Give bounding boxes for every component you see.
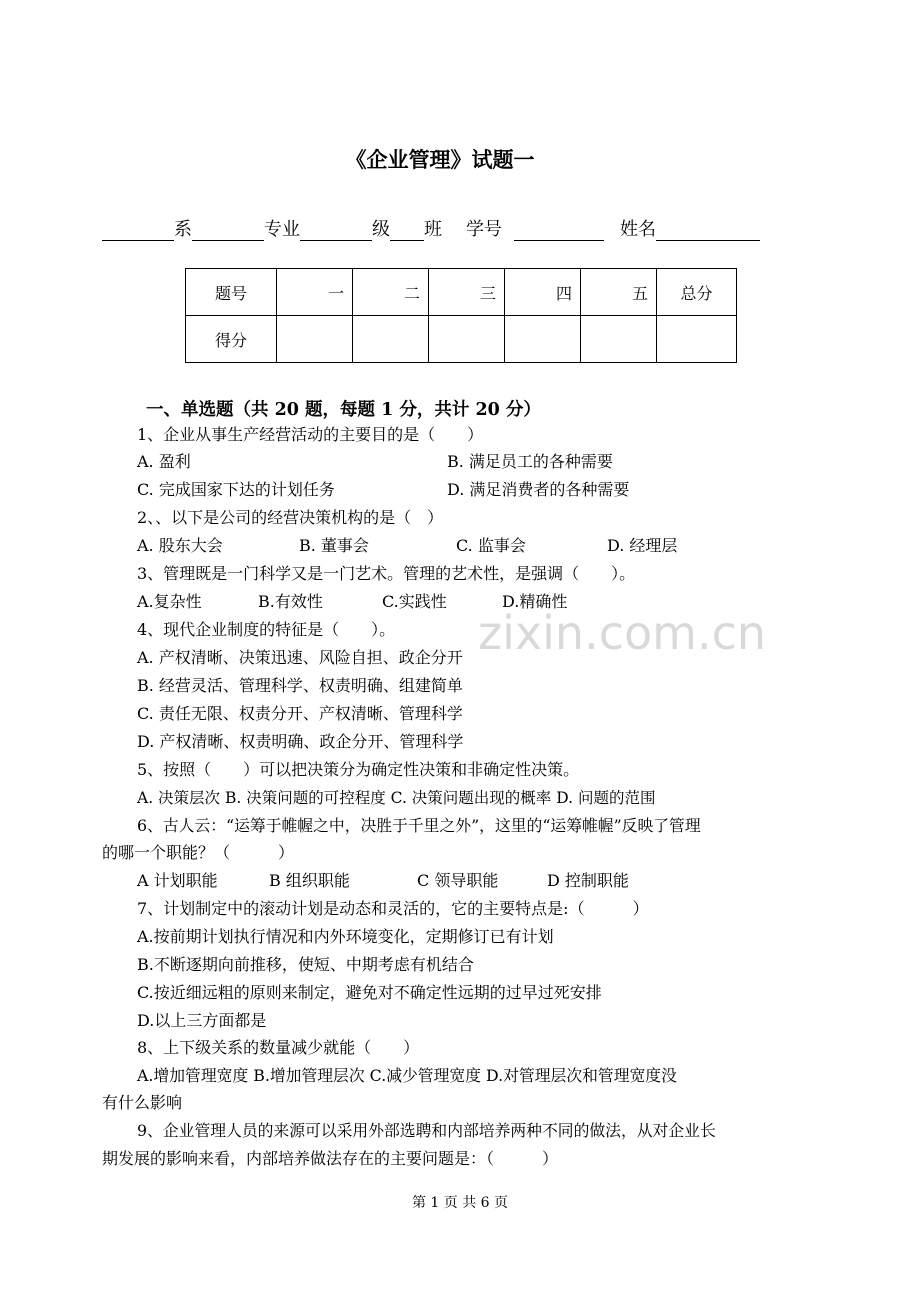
major-blank[interactable] <box>192 220 264 241</box>
q3-option-a: A.复杂性 <box>137 592 202 611</box>
q4-option-c: C. 责任无限、权责分开、产权清晰、管理科学 <box>137 704 463 723</box>
q1-option-d: D. 满足消费者的各种需要 <box>447 480 630 499</box>
question-6-stem-line1: 6、古人云：“运筹于帷幄之中，决胜于千里之外”，这里的“运筹帷幄”反映了管理 <box>137 816 701 835</box>
question-2-stem: 2、、以下是公司的经营决策机构的是（ ） <box>137 508 444 527</box>
student-info-line <box>102 215 760 241</box>
name-label: 姓名 <box>620 219 656 240</box>
class-blank[interactable] <box>390 220 424 241</box>
q6-option-c: C 领导职能 <box>417 871 499 890</box>
grade-label: 级 <box>372 219 390 240</box>
col-header-label: 题号 <box>186 269 277 316</box>
q6-option-b: B 组织职能 <box>269 871 350 890</box>
col-header-2: 二 <box>353 269 429 316</box>
score-table-header-row <box>186 269 737 316</box>
q3-option-b: B.有效性 <box>258 592 323 611</box>
q3-option-c: C.实践性 <box>382 592 447 611</box>
question-5-stem: 5、按照（ ）可以把决策分为确定性决策和非确定性决策。 <box>137 760 580 779</box>
q4-option-a: A. 产权清晰、决策迅速、风险自担、政企分开 <box>137 648 463 667</box>
col-header-4: 四 <box>505 269 581 316</box>
watermark: zixin.com.cn <box>478 606 767 660</box>
col-header-total: 总分 <box>657 269 737 316</box>
question-9-stem-line2: 期发展的影响来看，内部培养做法存在的主要问题是：（ ） <box>102 1149 559 1168</box>
page-footer: 第 1 页 共 6 页 <box>411 1195 509 1211</box>
q7-option-c: C.按近细远粗的原则来制定，避免对不确定性远期的过早过死安排 <box>137 983 602 1002</box>
section-title: 一、单选题（共 20 题，每题 1 分，共计 20 分） <box>146 400 541 420</box>
question-3-stem: 3、管理既是一门科学又是一门艺术。管理的艺术性，是强调（ ）。 <box>137 564 636 583</box>
q1-option-b: B. 满足员工的各种需要 <box>447 452 613 471</box>
score-cell-3[interactable] <box>429 316 505 363</box>
score-cell-total[interactable] <box>657 316 737 363</box>
col-header-5: 五 <box>581 269 657 316</box>
class-label: 班 <box>424 219 442 240</box>
col-header-3: 三 <box>429 269 505 316</box>
q4-option-b: B. 经营灵活、管理科学、权责明确、组建简单 <box>137 676 463 695</box>
q7-option-b: B.不断逐期向前推移，使短、中期考虑有机结合 <box>137 955 474 974</box>
q7-option-d: D.以上三方面都是 <box>137 1011 267 1030</box>
question-8-stem: 8、上下级关系的数量减少就能（ ） <box>137 1038 420 1057</box>
q5-options: A. 决策层次 B. 决策问题的可控程度 C. 决策问题出现的概率 D. 问题的范围 <box>137 789 656 807</box>
question-7-stem: 7、计划制定中的滚动计划是动态和灵活的，它的主要特点是:（ ） <box>137 899 649 918</box>
page-title: 《企业管理》试题一 <box>345 147 535 172</box>
q2-option-d: D. 经理层 <box>607 536 678 555</box>
question-9-stem-line1: 9、企业管理人员的来源可以采用外部选聘和内部培养两种不同的做法，从对企业长 <box>137 1121 716 1140</box>
score-table-score-row <box>186 316 737 363</box>
q7-option-a: A.按前期计划执行情况和内外环境变化，定期修订已有计划 <box>137 927 554 946</box>
q8-options-line2: 有什么影响 <box>102 1093 183 1112</box>
question-1-stem: 1、企业从事生产经营活动的主要目的是（ ） <box>137 425 484 444</box>
score-table <box>185 268 737 363</box>
dept-blank[interactable] <box>102 220 174 241</box>
q3-option-d: D.精确性 <box>502 592 568 611</box>
q6-option-a: A 计划职能 <box>137 871 218 890</box>
q2-option-b: B. 董事会 <box>299 536 369 555</box>
question-6-stem-line2: 的哪一个职能？（ ） <box>102 843 295 862</box>
q1-option-c: C. 完成国家下达的计划任务 <box>137 480 335 499</box>
score-cell-1[interactable] <box>277 316 353 363</box>
major-label: 专业 <box>264 219 300 240</box>
col-header-1: 一 <box>277 269 353 316</box>
name-blank[interactable] <box>656 220 760 241</box>
student-no-blank[interactable] <box>514 220 604 241</box>
score-cell-2[interactable] <box>353 316 429 363</box>
q1-option-a: A. 盈利 <box>137 452 191 471</box>
q8-options-line1: A.增加管理宽度 B.增加管理层次 C.减少管理宽度 D.对管理层次和管理宽度没 <box>137 1066 677 1085</box>
row-label-score: 得分 <box>186 316 277 363</box>
grade-blank[interactable] <box>300 220 372 241</box>
q6-option-d: D 控制职能 <box>547 871 629 890</box>
q2-option-a: A. 股东大会 <box>137 536 223 555</box>
score-cell-5[interactable] <box>581 316 657 363</box>
q2-option-c: C. 监事会 <box>456 536 526 555</box>
student-no-label: 学号 <box>466 219 502 240</box>
score-cell-4[interactable] <box>505 316 581 363</box>
q4-option-d: D. 产权清晰、权责明确、政企分开、管理科学 <box>137 732 464 751</box>
dept-label: 系 <box>174 219 192 240</box>
question-4-stem: 4、现代企业制度的特征是（ ）。 <box>137 620 396 639</box>
